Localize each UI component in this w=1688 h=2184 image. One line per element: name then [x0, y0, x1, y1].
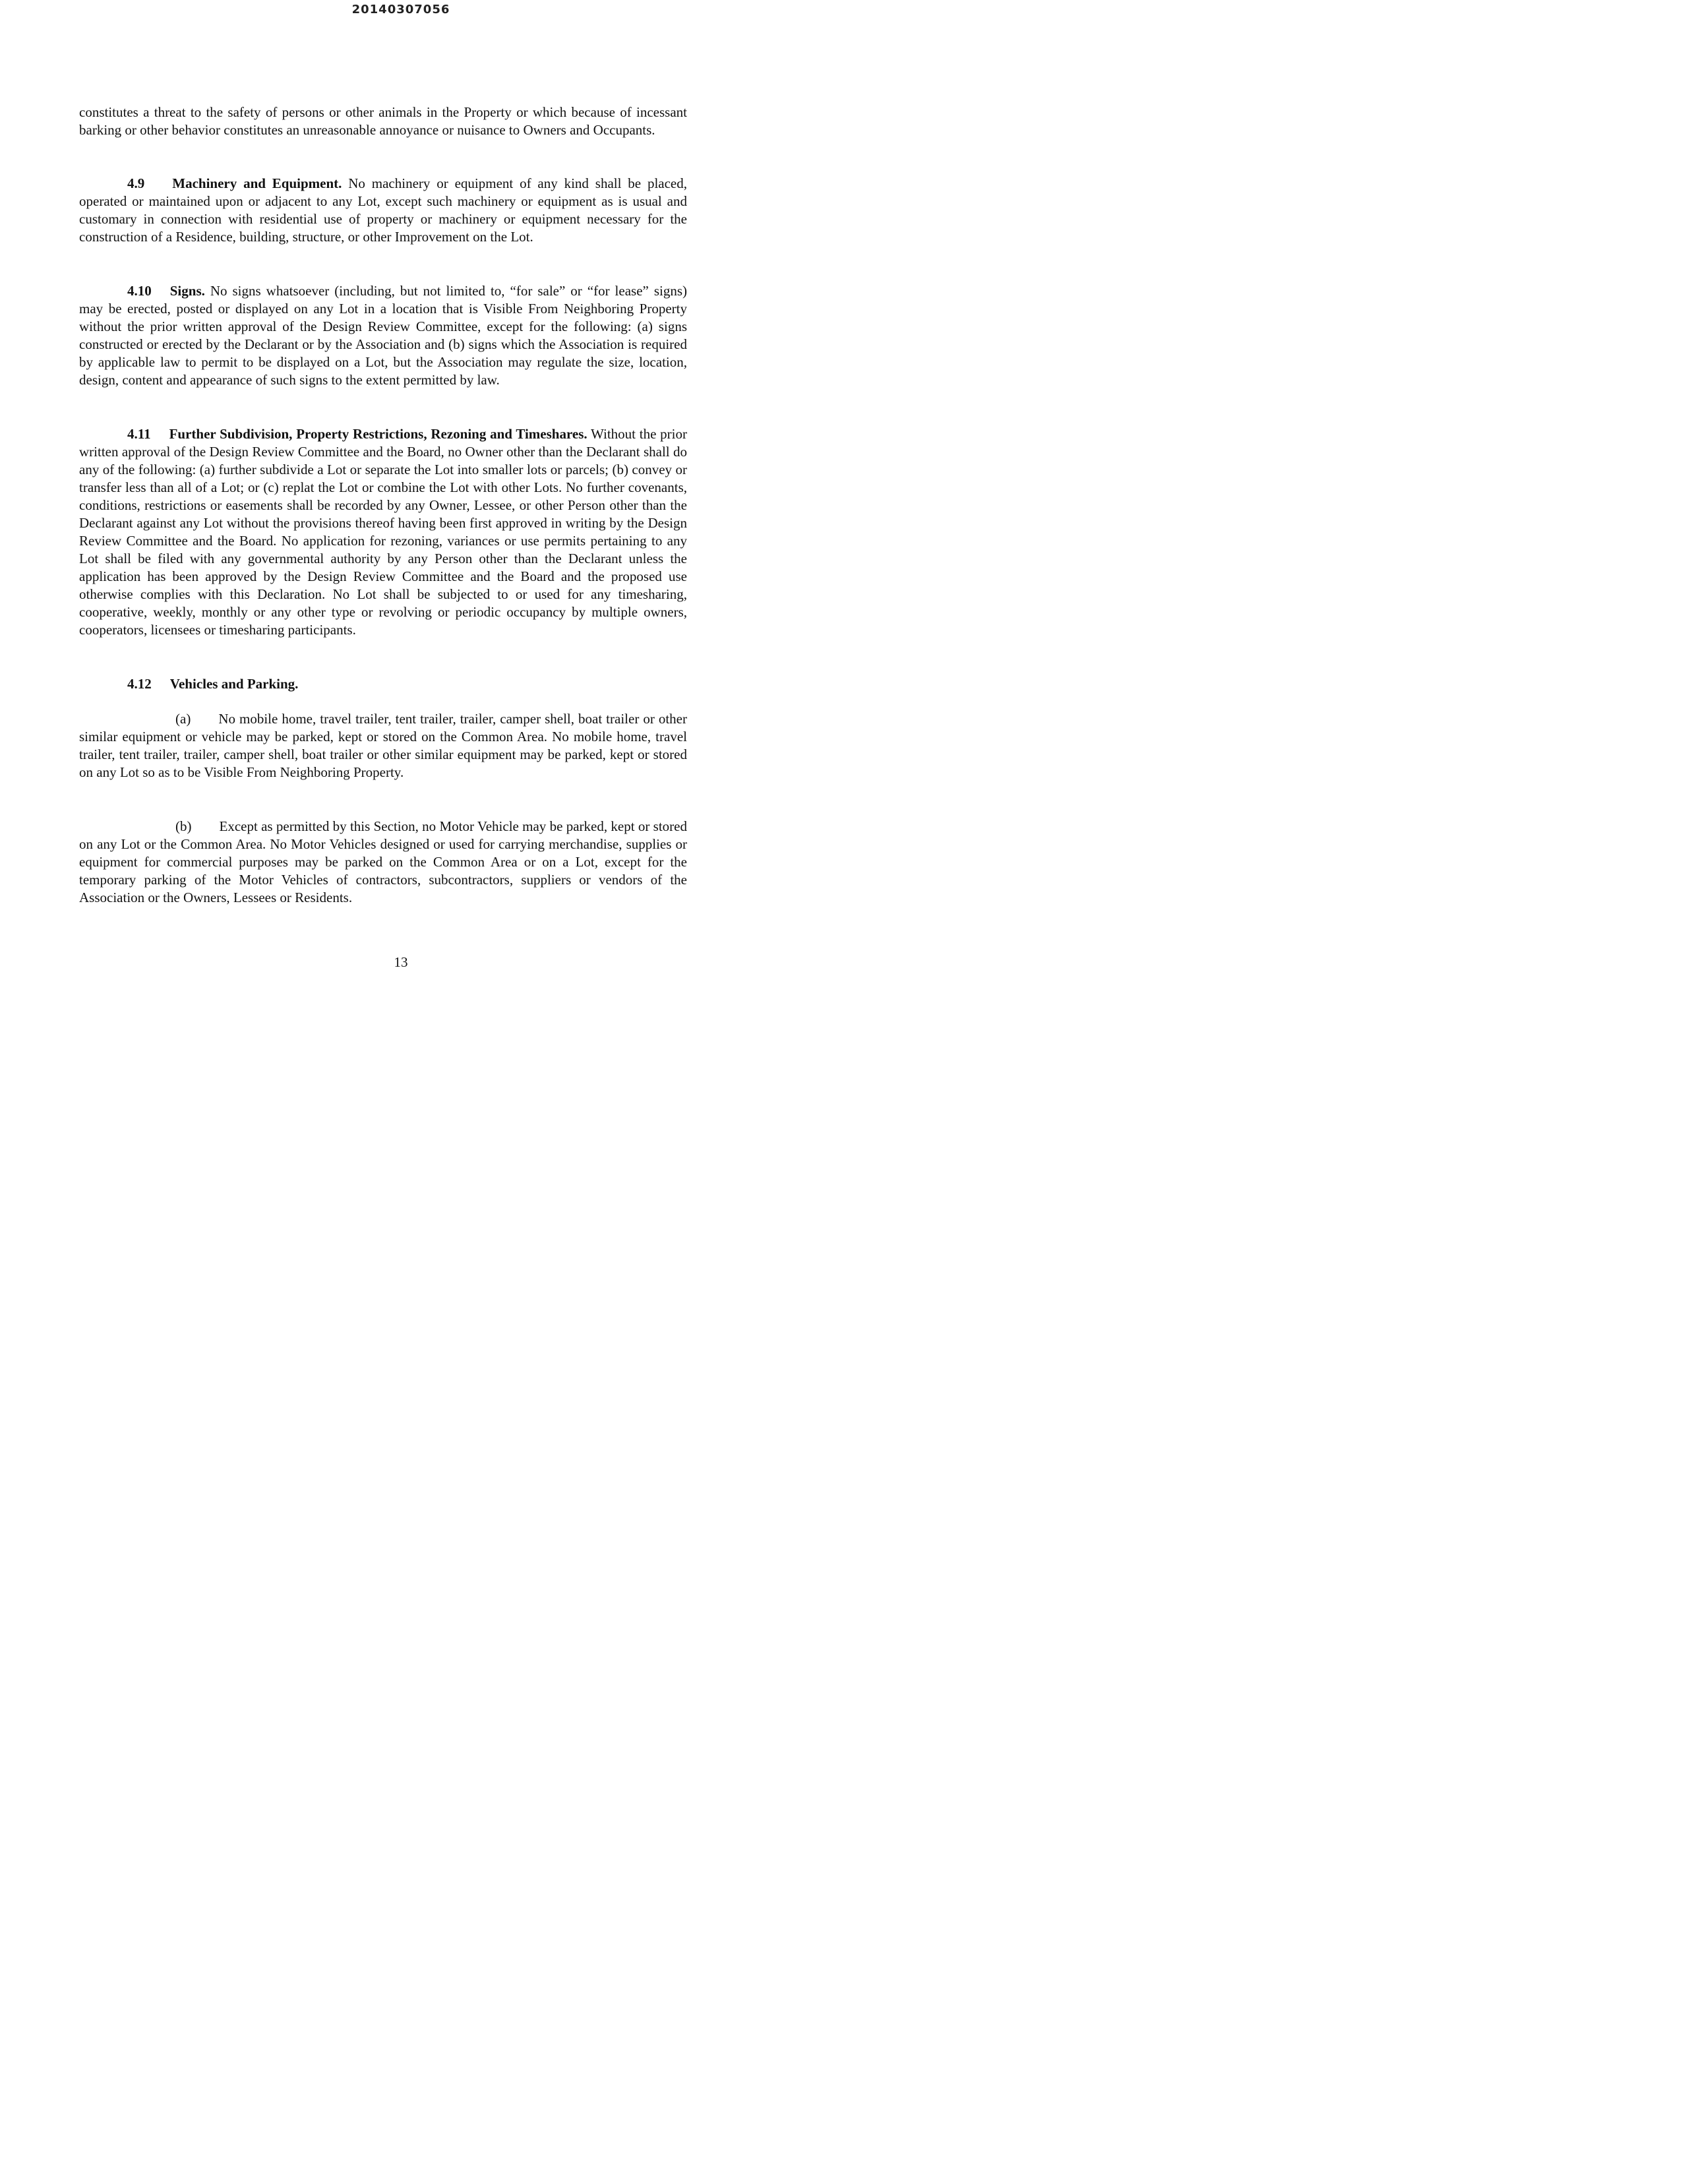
section-4-11-text: Without the prior written approval of the Design Review Committee and the Board, no Owner other than the Declarant shall do any of the following: (a) further subdivide a Lot or separate the Lot into smaller lots or parcels; (b) convey or transfer less than all of a Lot; or (c) replat the Lot or combine the Lot with other Lots. No further covenants, conditions, restrictions or easements shall be recorded by any Owner, Lessee, or other Person other than the Declarant against any Lot without the provisions thereof having been first approved in writing by the Design Review Committee and the Board. No application for rezoning, variances or use permits pertaining to any Lot shall be filed with any governmental authority by any Person other than the Declarant unless the application has been approved by the Design Review Committee and the Board and the proposed use otherwise complies with this Declaration. No Lot shall be subjected to or used for any timesharing, cooperative, weekly, monthly or any other type or revolving or periodic occupancy by multiple owners, cooperators, licensees or timesharing participants. — [79, 426, 687, 638]
subsection-a-label: (a) — [175, 711, 191, 727]
section-4-11-heading: Further Subdivision, Property Restrictions, Rezoning and Timeshares. — [169, 426, 588, 442]
section-4-10-number: 4.10 — [127, 283, 152, 299]
section-4-10-paragraph — [79, 282, 687, 389]
continued-paragraph: constitutes a threat to the safety of persons or other animals in the Property or which because of incessant barking or other behavior constitutes an unreasonable annoyance or nuisance to Owners and Occupants. — [79, 104, 687, 138]
page-number: 13 — [394, 954, 408, 970]
section-4-9-paragraph — [79, 175, 687, 246]
subsection-a-text: No mobile home, travel trailer, tent trailer, trailer, camper shell, boat trailer or other similar equipment or vehicle may be parked, kept or stored on the Common Area. No mobile home, travel trailer, tent trailer, trailer, camper shell, boat trailer or other similar equipment may be parked, kept or stored on any Lot so as to be Visible From Neighboring Property. — [79, 711, 687, 780]
section-4-12-heading-line — [79, 675, 687, 693]
subsection-b-paragraph — [79, 818, 687, 907]
section-4-12-number: 4.12 — [127, 676, 152, 692]
subsection-a-paragraph — [79, 710, 687, 781]
section-4-9-text: No machinery or equipment of any kind shall be placed, operated or maintained upon or adjacent to any Lot, except such machinery or equipment as is usual and customary in connection with residential use of property or machinery or equipment necessary for the construction of a Residence, building, structure, or other Improvement on the Lot. — [79, 175, 688, 245]
subsection-b-label: (b) — [175, 818, 192, 834]
section-4-11-number: 4.11 — [127, 426, 151, 442]
section-4-10-text: No signs whatsoever (including, but not limited to, “for sale” or “for lease” signs) may be erected, posted or displayed on any Lot in a location that is Visible From Neighboring Property without the prior written approval of the Design Review Committee, except for the following: (a) signs constructed or erected by the Declarant or by the Association and (b) signs which the Association is required by applicable law to permit to be displayed on a Lot, but the Association may regulate the size, location, design, content and appearance of such signs to the extent permitted by law. — [79, 283, 687, 388]
section-4-9-heading: Machinery and Equipment. — [172, 175, 342, 191]
section-4-11-paragraph — [79, 425, 687, 639]
section-4-9-number: 4.9 — [127, 175, 145, 191]
document-number: 20140307056 — [351, 3, 450, 16]
section-4-10-heading: Signs. — [169, 283, 205, 299]
subsection-b-text: Except as permitted by this Section, no Motor Vehicle may be parked, kept or stored on any Lot or the Common Area. No Motor Vehicles designed or used for carrying merchandise, supplies or equipment for commercial purposes may be parked on the Common Area or on a Lot, except for the temporary parking of the Motor Vehicles of contractors, subcontractors, suppliers or vendors of the Association or the Owners, Lessees or Residents. — [79, 818, 687, 905]
section-4-12-heading: Vehicles and Parking. — [169, 676, 299, 692]
